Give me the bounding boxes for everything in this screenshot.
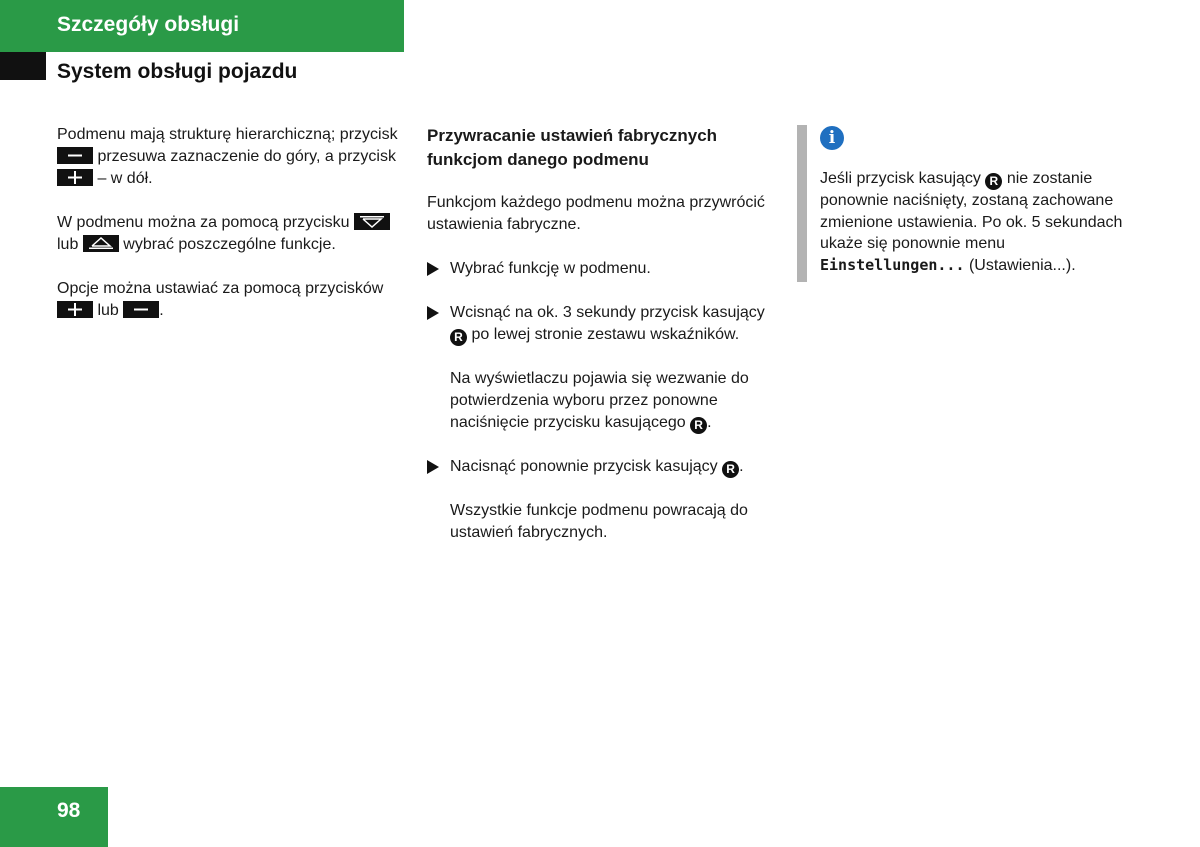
info-sidebar-bar (797, 125, 807, 282)
step-arrow-icon (427, 460, 439, 474)
page-number: 98 (57, 799, 81, 822)
text: . (707, 414, 712, 431)
step-3-note: Wszystkie funkcje podmenu powracają do ustawień fabrycznych. (450, 502, 748, 541)
text: nie zostanie ponownie naciśnięty, zostaną zachowane zmienione ustawienia. Po ok. 5 sekundach ukaże się ponownie menu (820, 170, 1123, 252)
subsection-heading: Przywracanie ustawień fabrycznych funkcjom danego podmenu (427, 126, 718, 169)
reset-button-icon: R (690, 417, 707, 434)
text: Nacisnąć ponownie przycisk kasujący (450, 458, 718, 475)
section-marker (0, 52, 46, 80)
text: Wcisnąć na ok. 3 sekundy przycisk kasujący (450, 304, 765, 321)
text: Na wyświetlaczu pojawia się wezwanie do potwierdzenia wyboru przez ponowne naciśnięcie przycisku kasującego (450, 370, 749, 431)
step-2 (427, 302, 777, 346)
column-right-info (820, 168, 1150, 298)
text: po lewej stronie zestawu wskaźników. (471, 326, 740, 343)
text: Jeśli przycisk kasujący (820, 170, 981, 187)
intro-paragraph: Funkcjom każdego podmenu można przywrócić ustawienia fabryczne. (427, 194, 765, 233)
text: Opcje można ustawiać za pomocą przycisków (57, 280, 384, 297)
step-2-note (427, 368, 777, 434)
menu-name: Einstellungen... (820, 255, 965, 274)
step-arrow-icon (427, 262, 439, 276)
step-3 (427, 456, 777, 478)
plus-key-icon (57, 169, 93, 186)
up-arrow-key-icon (83, 235, 119, 252)
text: . (159, 302, 164, 319)
text: – w dół. (97, 170, 153, 187)
info-paragraph (820, 168, 1150, 276)
chapter-title: Szczegóły obsługi (57, 13, 240, 36)
column-middle (427, 124, 777, 566)
minus-key-icon (123, 301, 159, 318)
text: lub (97, 302, 119, 319)
text: Wybrać funkcję w podmenu. (450, 260, 651, 277)
paragraph-hierarchy (57, 124, 404, 190)
step-arrow-icon (427, 306, 439, 320)
text: wybrać poszczególne funkcje. (123, 236, 336, 253)
minus-key-icon (57, 147, 93, 164)
step-1 (427, 258, 777, 280)
plus-key-icon (57, 301, 93, 318)
reset-button-icon: R (450, 329, 467, 346)
reset-button-icon: R (985, 173, 1002, 190)
text: . (739, 458, 744, 475)
section-title: System obsługi pojazdu (57, 60, 298, 83)
paragraph-set-options (57, 278, 404, 322)
text: Podmenu mają strukturę hierarchiczną; przycisk (57, 126, 398, 143)
text: lub (57, 236, 79, 253)
text: (Ustawienia...). (968, 256, 1076, 274)
paragraph-select-function (57, 212, 404, 256)
text: przesuwa zaznaczenie do góry, a przycisk (97, 148, 396, 165)
column-left (57, 124, 404, 344)
page-number-box (0, 787, 108, 847)
down-arrow-key-icon (354, 213, 390, 230)
info-icon: i (820, 126, 844, 150)
reset-button-icon: R (722, 461, 739, 478)
text: W podmenu można za pomocą przycisku (57, 214, 350, 231)
